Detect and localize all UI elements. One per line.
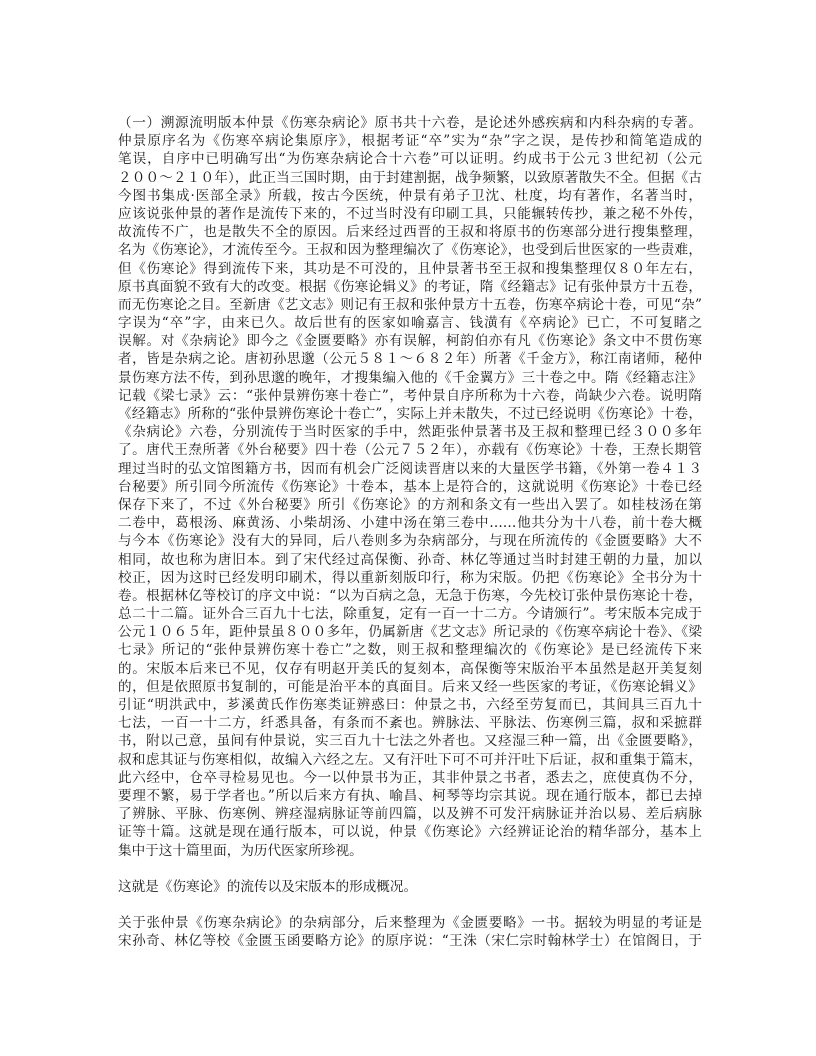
text-line: 原书真面貌不致有大的改变。根据《伤寒论辑义》的考证，隋《经籍志》记有张仲景方十五卷， bbox=[118, 278, 702, 295]
text-line: 记载《梁七录》云：“张仲景辨伤寒十卷亡”，考仲景自序所称为十六卷，尚缺少六卷。说明隋 bbox=[118, 387, 702, 404]
text-line: 证等十篇。这就是现在通行版本，可以说，仲景《伤寒论》六经辨证论治的精华部分，基本上 bbox=[118, 824, 702, 841]
text-line: 字误为“卒”字，由来已久。故后世有的医家如喻嘉言、钱潢有《卒病论》已亡，不可复睹之 bbox=[118, 315, 702, 332]
text-line: 而无伤寒论之目。至新唐《艺文志》则记有王叔和张仲景方十五卷，伤寒卒病论十卷，可见“杂” bbox=[118, 296, 702, 313]
text-line: 了辨脉、平脉、伤寒例、辨痉湿病脉证等前四篇，以及辨不可发汗病脉证并治以易、差后病脉 bbox=[118, 806, 702, 823]
text-line: 保存下来了，不过《外台秘要》所引《伤寒论》的方剂和条文有一些出入罢了。如桂枝汤在第 bbox=[118, 496, 702, 513]
text-line: 仲景原序名为《伤寒卒病论集原序》，根据考证“卒”实为“杂”字之误，是传抄和简笔造成的 bbox=[118, 133, 702, 150]
text-line: 与今本《伤寒论》没有大的异同，后八卷则多为杂病部分，与现在所流传的《金匮要略》大不 bbox=[118, 533, 702, 550]
text-line: 今图书集成·医部全录》所载，按古今医统，仲景有弟子卫沈、杜度，均有著作，名著当时， bbox=[118, 187, 702, 204]
text-line: 关于张仲景《伤寒杂病论》的杂病部分，后来整理为《金匮要略》一书。据较为明显的考证是 bbox=[118, 915, 702, 932]
text-line: 但《伤寒论》得到流传下来，其功是不可没的，且仲景著书至王叔和搜集整理仅８０年左右， bbox=[118, 260, 702, 277]
text-line: 书，附以己意，虽间有仲景说，实三百九十七法之外者也。又痉湿三种一篇，出《金匮要略》， bbox=[118, 733, 702, 750]
text-line: 这就是《伤寒论》的流传以及宋版本的形成概况。 bbox=[118, 878, 418, 895]
text-line: 《杂病论》六卷，分别流传于当时医家的手中，然距张仲景著书及王叔和整理已经３００多年 bbox=[118, 424, 702, 441]
text-line: 理过当时的弘文馆图籍方书，因而有机会广泛阅读晋唐以来的大量医学书籍，《外第一卷４１３ bbox=[118, 460, 702, 477]
text-line: 的，但是依照原书复制的，可能是治平本的真面目。后来又经一些医家的考证，《伤寒论辑义》 bbox=[118, 678, 702, 695]
text-line: 此六经中，仓卒寻检易见也。今一以仲景书为正，其非仲景之书者，悉去之，庶使真伪不分， bbox=[118, 769, 702, 786]
text-line: 误解。对《杂病论》即今之《金匮要略》亦有误解，柯韵伯亦有凡《伤寒论》条文中不贯伤寒 bbox=[118, 333, 702, 350]
text-line: 校正，因为这时已经发明印刷术，得以重新刻版印行，称为宋版。仍把《伤寒论》全书分为十 bbox=[118, 569, 702, 586]
text-line: 了。唐代王焘所著《外台秘要》四十卷（公元７５２年），亦载有《伤寒论》十卷，王焘长期管 bbox=[118, 442, 702, 459]
paragraph-gap bbox=[118, 896, 702, 914]
text-line: 叔和虑其证与伤寒相似，故编入六经之左。又有汗吐下可不可并汗吐下后证，叔和重集于篇末， bbox=[118, 751, 702, 768]
paragraph bbox=[118, 878, 702, 896]
document-page bbox=[118, 114, 702, 951]
text-line: 卷。根据林亿等校订的序文中说：“以为百病之急，无急于伤寒，今先校订张仲景伤寒论十卷， bbox=[118, 587, 702, 604]
text-line: 相同，故也称为唐旧本。到了宋代经过高保衡、孙奇、林亿等通过当时封建王朝的力量，加以 bbox=[118, 551, 702, 568]
text-line: 台秘要》所引同今所流传《伤寒论》十卷本，基本上是符合的，这就说明《伤寒论》十卷已经 bbox=[118, 478, 702, 495]
text-line: 《经籍志》所称的“张仲景辨伤寒论十卷亡”，实际上并未散失，不过已经说明《伤寒论》十卷， bbox=[118, 406, 702, 422]
text-line: 者，皆是杂病之论。唐初孙思邈（公元５８１～６８２年）所著《千金方》，称江南诸师，秘仲 bbox=[118, 351, 702, 368]
paragraph bbox=[118, 914, 702, 950]
text-line: 景伤寒方法不传，到孙思邈的晚年，才搜集编入他的《千金翼方》三十卷之中。隋《经籍志注》 bbox=[118, 369, 702, 386]
paragraph bbox=[118, 114, 702, 860]
text-line: 应该说张仲景的著作是流传下来的，不过当时没有印刷工具，只能辗转传抄，兼之秘不外传， bbox=[118, 205, 702, 222]
text-line: 公元１０６５年，距仲景虽８００多年，仍属新唐《艺文志》所记录的《伤寒卒病论十卷》、《梁 bbox=[118, 624, 702, 641]
text-line: 要理不繁，易于学者也。”所以后来方有执、喻昌、柯琴等均宗其说。现在通行版本，都已去掉 bbox=[118, 787, 702, 804]
paragraph-gap bbox=[118, 860, 702, 878]
text-line: 七录》所记的“张仲景辨伤寒十卷亡”之数，则王叔和整理编次的《伤寒论》是已经流传下来 bbox=[118, 642, 702, 659]
text-line: 名为《伤寒论》，才流传至今。王叔和因为整理编次了《伤寒论》，也受到后世医家的一些责难， bbox=[118, 242, 702, 259]
text-line: 的。宋版本后来已不见，仅存有明赵开美氏的复刻本，高保衡等宋版治平本虽然是赵开美复刻 bbox=[118, 660, 702, 677]
text-line: 二卷中，葛根汤、麻黄汤、小柴胡汤、小建中汤在第三卷中……他共分为十八卷，前十卷大概 bbox=[118, 515, 702, 532]
text-line: 引证“明洪武中，芗溪黄氏作伤寒类证辨惑曰：仲景之书，六经至劳复而已，其间具三百九十 bbox=[118, 697, 702, 713]
text-line: ２００～２１０年），此正当三国时期，由于封建割据，战争频繁，以致原著散失不全。但据《古 bbox=[118, 169, 702, 186]
text-line: 笔误，自序中已明确写出“为伤寒杂病论合十六卷”可以证明。约成书于公元３世纪初（公元 bbox=[118, 151, 702, 168]
text-line: 总二十二篇。证外合三百九十七法，除重复，定有一百一十二方。今请颁行”。考宋版本完成于 bbox=[118, 606, 702, 623]
text-line: 故流传不广，也是散失不全的原因。后来经过西晋的王叔和将原书的伤寒部分进行搜集整理， bbox=[118, 224, 702, 241]
text-line: 宋孙奇、林亿等校《金匮玉函要略方论》的原序说：“王洙（宋仁宗时翰林学士）在馆阁日，于 bbox=[118, 933, 702, 950]
text-line: （一）溯源流明版本仲景《伤寒杂病论》原书共十六卷，是论述外感疾病和内科杂病的专著。 bbox=[118, 115, 702, 131]
text-line: 集中于这十篇里面，为历代医家所珍视。 bbox=[118, 842, 363, 859]
text-line: 七法，一百一十二方，纤悉具备，有条而不紊也。辨脉法、平脉法、伤寒例三篇，叔和采摭群 bbox=[118, 715, 702, 732]
